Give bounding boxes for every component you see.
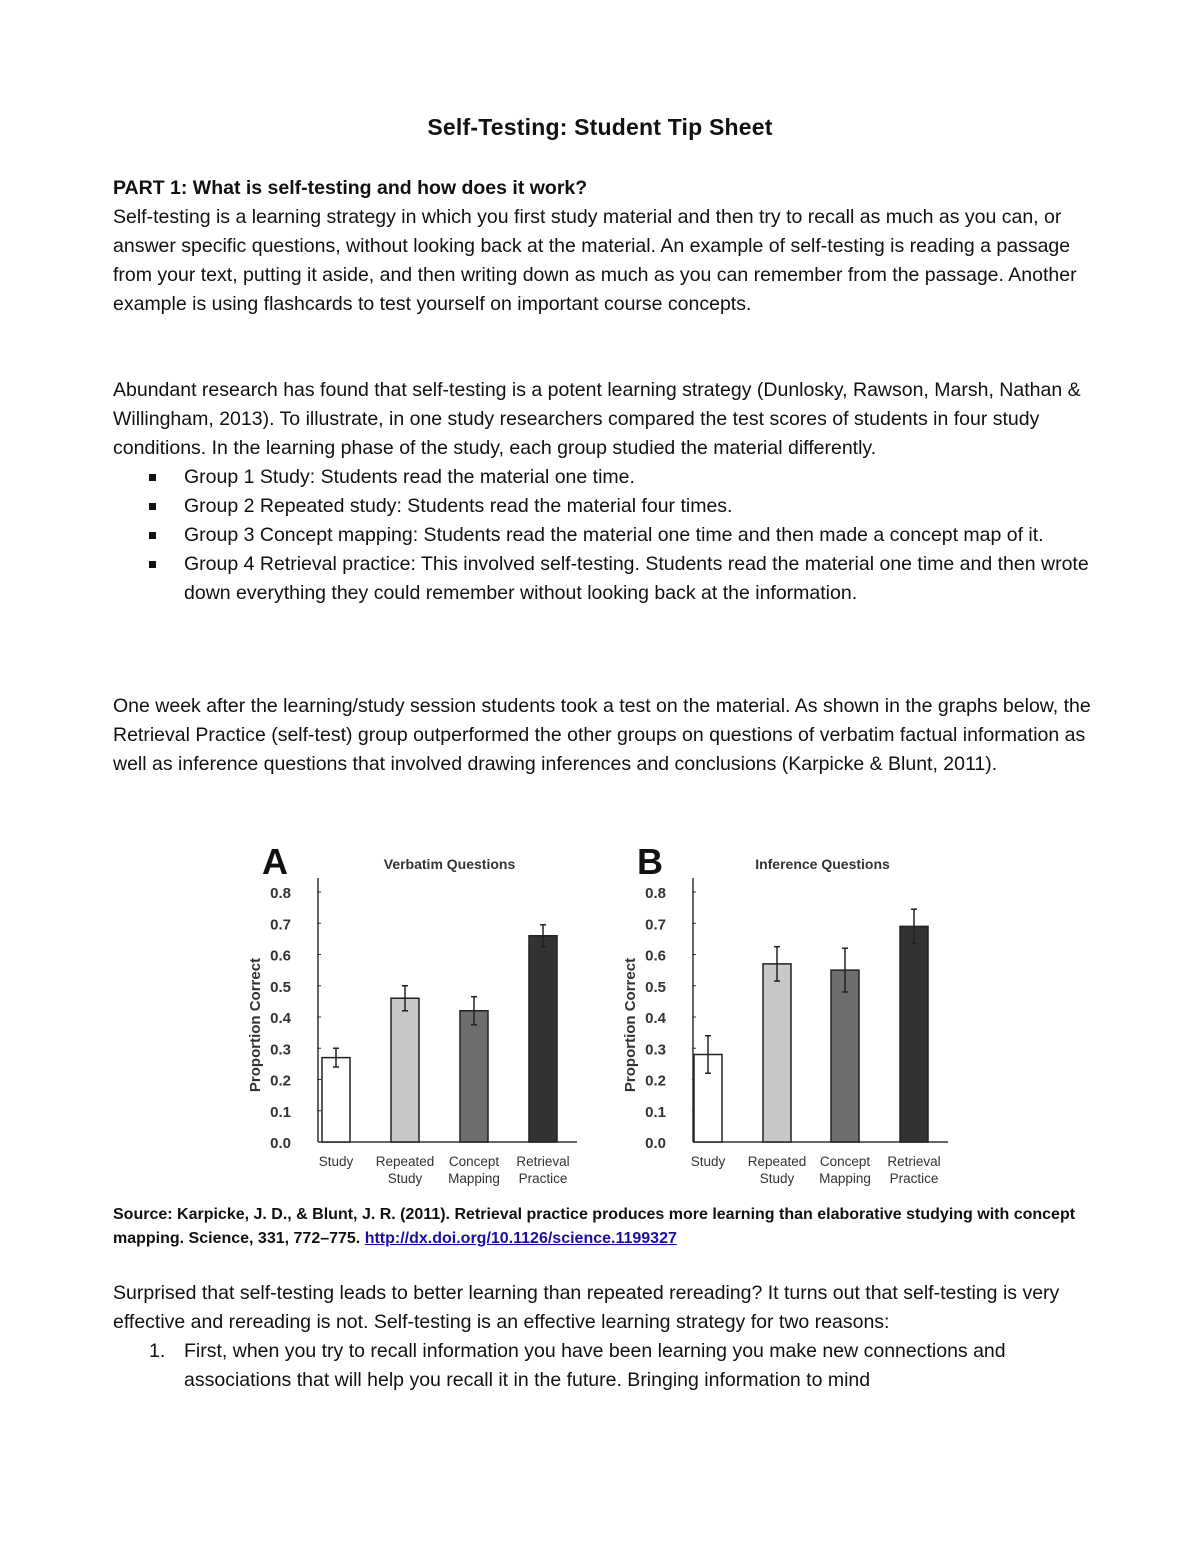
panel-label: A [262,841,288,882]
bar [391,998,419,1142]
y-tick-label: 0.0 [270,1135,291,1152]
x-category-label: Practice [518,1171,568,1186]
y-tick-label: 0.2 [270,1072,291,1090]
y-axis-label: Proportion Correct [622,957,639,1093]
group-list-item: Group 4 Retrieval practice: This involved self-testing. Students read the material one time and then wrote down everything they could remember without looking back at the information. [113,550,1103,608]
x-category-label: Retrieval [887,1154,941,1169]
bar [831,970,859,1142]
paragraph-reasons: Surprised that self-testing leads to better learning than repeated rereading? It turns out that self-testing is very effective and rereading is not. Self-testing is an effective learning strategy for two reasons: [113,1282,1060,1333]
x-category-label: Mapping [448,1171,500,1186]
panel-label: B [637,841,663,882]
y-tick-label: 0.2 [645,1072,666,1090]
group-list-item: Group 2 Repeated study: Students read the material four times. [113,492,1103,521]
x-category-label: Practice [889,1171,939,1186]
y-tick-label: 0.5 [270,978,291,996]
bar [460,1011,488,1142]
x-category-label: Repeated [747,1154,807,1169]
x-category-label: Retrieval [516,1154,570,1169]
reason-text: First, when you try to recall information you have been learning you make new connections and associations that will help you recall it in the future. Bringing information to mind [184,1340,1006,1391]
y-tick-label: 0.3 [270,1041,291,1059]
y-tick-label: 0.8 [645,885,666,902]
paragraph-research: Abundant research has found that self-testing is a potent learning strategy (Dunlosky, Rawson, Marsh, Nathan & Willingham, 2013). To illustrate, in one study researchers compared the test scores of students in four study conditions. In the learning phase of the study, each group studied the material differently. [113,379,1081,459]
source-citation: Source: Karpicke, J. D., & Blunt, J. R. (2011). Retrieval practice produces more learning than elaborative studying with concept mapping. Science, 331, 772–775. [113,1206,1076,1247]
chart-title: Verbatim Questions [383,856,516,872]
y-tick-label: 0.6 [270,947,291,965]
y-tick-label: 0.7 [645,916,666,934]
bar [763,964,791,1142]
x-category-label: Study [759,1171,795,1186]
y-tick-label: 0.6 [645,947,666,965]
x-category-label: Concept [819,1154,871,1169]
reasons-section [113,1279,1103,1395]
y-tick-label: 0.5 [645,978,666,996]
y-tick-label: 0.4 [270,1010,291,1027]
chart-title: Inference Questions [755,856,890,872]
reason-item [113,1337,1103,1395]
x-category-label: Repeated [375,1154,435,1169]
y-axis-label: Proportion Correct [247,957,264,1093]
group-list-item: Group 1 Study: Students read the material one time. [113,463,1103,492]
reason-number: 1. [149,1340,166,1362]
x-category-label: Concept [448,1154,500,1169]
y-tick-label: 0.8 [270,885,291,902]
reasons-list [113,1337,1103,1395]
x-category-label: Mapping [819,1171,871,1186]
page-title: Self-Testing: Student Tip Sheet [427,114,773,140]
doi-link[interactable]: http://dx.doi.org/10.1126/science.1199327 [364,1230,677,1247]
figure-source [113,1203,1103,1251]
paragraph-results: One week after the learning/study session students took a test on the material. As shown in the graphs below, the Retrieval Practice (self-test) group outperformed the other groups on questions of verbatim factual information as well as inference questions that involved drawing inferences and conclusions (Karpicke & Blunt, 2011). [113,695,1091,775]
y-tick-label: 0.4 [645,1010,666,1027]
bar [322,1058,350,1142]
group-list-item: Group 3 Concept mapping: Students read the material one time and then made a concept map of it. [113,521,1103,550]
y-tick-label: 0.3 [645,1041,666,1059]
bar [529,936,557,1142]
x-category-label: Study [318,1154,354,1169]
bar [900,926,928,1142]
y-tick-label: 0.0 [645,1135,666,1152]
paragraph-definition: Self-testing is a learning strategy in which you first study material and then try to recall as much as you can, or answer specific questions, without looking back at the material. An example of self-testing is reading a passage from your text, putting it aside, and then writing down as much as you can remember from the passage. Another example is using flashcards to test yourself on important course concepts. [113,206,1077,315]
x-category-label: Study [690,1154,726,1169]
x-category-label: Study [387,1171,423,1186]
y-tick-label: 0.1 [645,1103,666,1121]
y-tick-label: 0.7 [270,916,291,934]
part1-heading: PART 1: What is self-testing and how does it work? [113,177,588,199]
y-tick-label: 0.1 [270,1103,291,1121]
